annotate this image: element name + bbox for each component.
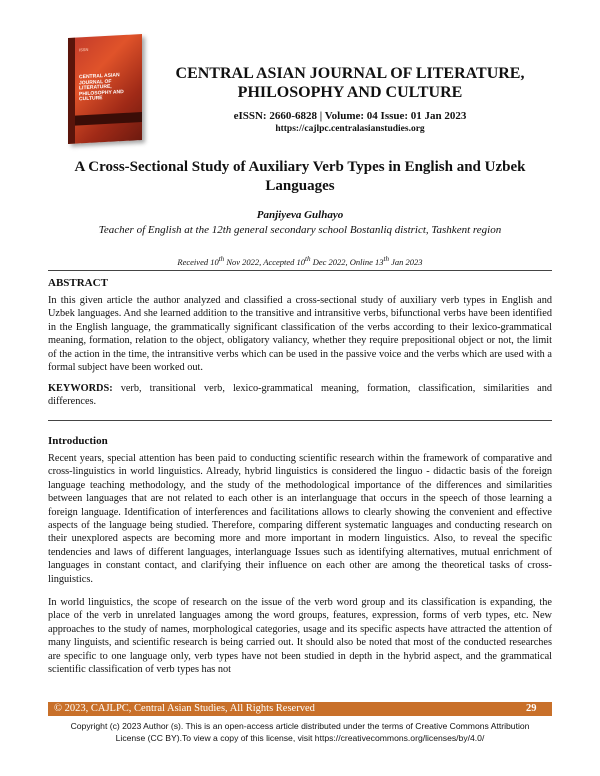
cover-title-text: CENTRAL ASIAN JOURNAL OF LITERATURE, PHILOSOPHY AND CULTURE <box>79 72 124 103</box>
introduction-paragraph-2: In world linguistics, the scope of research on the issue of the verb word group and its classification is expanding, the place of the verb in unrelated languages among the word groups, features, expression, forms of verb types, etc. New approaches to the study of names, morphological categories, usage and its specific aspects have attracted the attention of many linguists, and scientific research is being carried out. It should also be noted that most of the conducted researches are specific to one language only, verb types have not been studied in depth in the hybrid aspect, and the grammatical scientific classification of verb types has not <box>48 597 552 676</box>
author-name: Panjiyeva Gulhayo <box>256 209 344 221</box>
footer-bar <box>48 702 552 716</box>
footer-copyright: © 2023, CAJLPC, Central Asian Studies, All Rights Reserved <box>54 703 315 714</box>
keywords-text: verb, transitional verb, lexico-grammatical meaning, formation, classification, similarities and differences. <box>48 383 552 408</box>
submission-dates <box>40 255 560 267</box>
abstract-heading: ABSTRACT <box>48 277 108 289</box>
journal-title: CENTRAL ASIAN JOURNAL OF LITERATURE, PHILOSOPHY AND CULTURE <box>175 65 525 101</box>
received-text: Received 10 <box>177 256 219 267</box>
accepted-text: Nov 2022, Accepted 10 <box>224 256 306 267</box>
received-sup: th <box>218 255 225 263</box>
journal-cover-image <box>68 34 142 144</box>
journal-url[interactable]: https://cajlpc.centralasianstudies.org <box>275 124 425 134</box>
cover-top-text: ISSN <box>79 46 89 53</box>
cover-spine <box>68 38 75 144</box>
online-year: Jan 2023 <box>389 256 423 267</box>
online-text: Dec 2022, Online 13 <box>310 256 384 267</box>
divider-bottom <box>48 420 552 421</box>
issn-line: eISSN: 2660-6828 | Volume: 04 Issue: 01 Jan 2023 <box>233 110 467 122</box>
license-line-1: Copyright (c) 2023 Author (s). This is an open-access article distributed under the terms of Creative Commons Attribution <box>70 721 530 731</box>
license-line-2[interactable]: License (CC BY).To view a copy of this license, visit https://creativecommons.org/licenses/by/4.0/ <box>115 733 485 743</box>
abstract-text: In this given article the author analyzed and classified a cross-sectional study of auxiliary verb types in English and Uzbek languages. And she learned addition to the transitive and intransitive verbs, bifunctional verbs have been identified in the English language, the grammatically significant classification of the verbs according to their lexico-grammatical meaning, formation, relation to the object, obligatory valiancy, whether they require prepositional object or not, the limit of the action in the time, the intransitive verbs which can be used in the passive voice and the verbs which are used with a formal subject have been worked out. <box>48 295 552 374</box>
keywords <box>48 382 552 409</box>
keywords-label: KEYWORDS: <box>48 383 113 394</box>
online-sup: th <box>383 255 390 263</box>
license-text <box>48 720 552 744</box>
introduction-heading: Introduction <box>48 435 108 447</box>
author-affiliation: Teacher of English at the 12th general secondary school Bostanliq district, Tashkent region <box>98 224 502 236</box>
page-number: 29 <box>526 703 537 714</box>
paper-title: A Cross-Sectional Study of Auxiliary Verb Types in English and Uzbek Languages <box>74 159 526 194</box>
divider-top <box>48 270 552 271</box>
introduction-paragraph-1: Recent years, special attention has been paid to conducting scientific research within the framework of comparative and cross-linguistics in world linguistics. Already, hybrid linguistics is considered the linguo - didactic basis of the foreign language teaching methodology, and the study of the methodological importance of the differences and similarities between languages that are not related to each other is an interlanguage that occurs in the speech of those learning a foreign language. Identification of interferences and facilitations allows to clearly showing the convenient and effective aspects of the language being studied. Therefore, comparing different systematic languages and conducting research on their unexplored aspects are becoming more and more important in modern linguistics. Also, to reveal the specific tendencies and laws of different languages, interlanguage Issues such as identifying alternatives, mutual enrichment of languages in constant contact, and clarifying their influence on each other are among the theoretical tasks of cross-linguistics. <box>48 453 552 585</box>
accepted-sup: th <box>305 255 311 263</box>
cover-strip <box>75 112 142 126</box>
